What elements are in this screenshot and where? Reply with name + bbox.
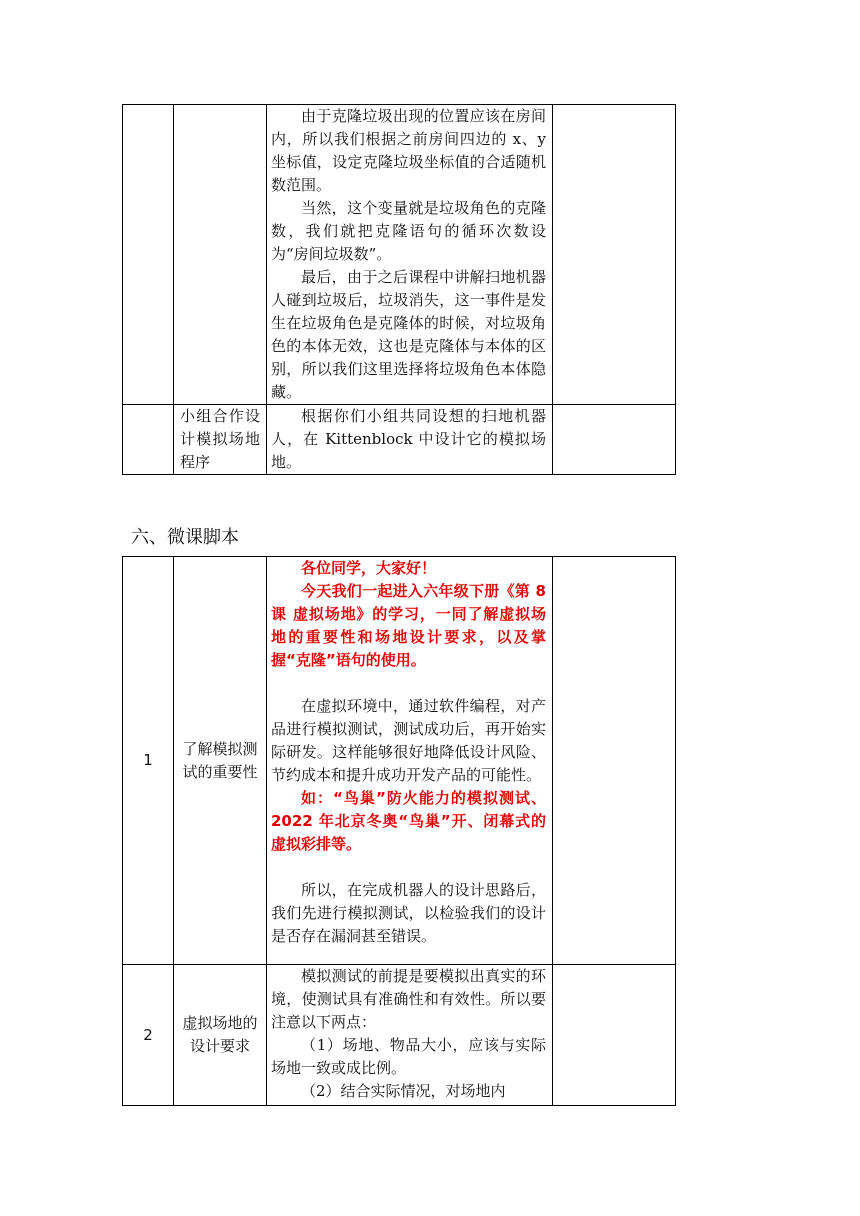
content-cell (267, 965, 553, 1106)
table-row (123, 405, 676, 475)
paragraph: 根据你们小组共同设想的扫地机器人，在 Kittenblock 中设计它的模拟场地。 (271, 407, 546, 471)
example-text: 如：“鸟巢”防火能力的模拟测试、2022 年北京冬奥“鸟巢”开、闭幕式的虚拟彩排等。 (271, 789, 546, 853)
stage-label: 虚拟场地的设计要求 (182, 1014, 258, 1055)
notes-cell (553, 557, 676, 965)
greeting-text: 各位同学，大家好！ (301, 559, 437, 577)
paragraph: 由于克隆垃圾出现的位置应该在房间内，所以我们根据之前房间四边的 x、y 坐标值，设定克隆垃圾坐标值的合适随机数范围。 (271, 107, 546, 194)
intro-text: 今天我们一起进入六年级下册《第 8 课 虚拟场地》的学习，一同了解虚拟场地的重要性和场地设计要求，以及掌握“克隆”语句的使用。 (271, 582, 546, 669)
notes-cell (553, 105, 676, 405)
content-cell (267, 405, 553, 475)
content-cell (267, 557, 553, 965)
number-cell (123, 105, 174, 405)
paragraph: 在虚拟环境中，通过软件编程，对产品进行模拟测试，测试成功后，再开始实际研发。这样能够很好地降低设计风险、节约成本和提升成功开发产品的可能性。 (271, 697, 546, 784)
stage-label: 了解模拟测试的重要性 (182, 739, 258, 781)
micro-lesson-script-table (122, 556, 676, 1106)
stage-cell (174, 557, 267, 965)
notes-cell (553, 405, 676, 475)
number-cell (123, 405, 174, 475)
table-row (123, 105, 676, 405)
paragraph: 所以，在完成机器人的设计思路后，我们先进行模拟测试，以检验我们的设计是否存在漏洞甚至错误。 (271, 881, 546, 945)
table-row (123, 557, 676, 965)
paragraph: （2）结合实际情况，对场地内 (301, 1082, 506, 1100)
paragraph: 模拟测试的前提是要模拟出真实的环境，使测试具有准确性和有效性。所以要注意以下两点： (271, 967, 546, 1031)
notes-cell (553, 965, 676, 1106)
section-heading: 六、微课脚本 (131, 527, 239, 548)
paragraph: （1）场地、物品大小，应该与实际场地一致或成比例。 (271, 1036, 546, 1077)
table-row (123, 965, 676, 1106)
stage-cell (174, 405, 267, 475)
paragraph: 最后，由于之后课程中讲解扫地机器人碰到垃圾后，垃圾消失，这一事件是发生在垃圾角色是克隆体的时候，对垃圾角色的本体无效，这也是克隆体与本体的区别，所以我们这里选择将垃圾角色本体隐藏。 (271, 268, 546, 401)
content-cell (267, 105, 553, 405)
lesson-table-continued (122, 104, 676, 475)
stage-cell (174, 105, 267, 405)
number-cell: 1 (123, 557, 174, 965)
paragraph: 当然，这个变量就是垃圾角色的克隆数，我们就把克隆语句的循环次数设为“房间垃圾数”。 (271, 199, 546, 263)
stage-label: 小组合作设计模拟场地程序 (180, 407, 260, 471)
number-cell: 2 (123, 965, 174, 1106)
stage-cell (174, 965, 267, 1106)
